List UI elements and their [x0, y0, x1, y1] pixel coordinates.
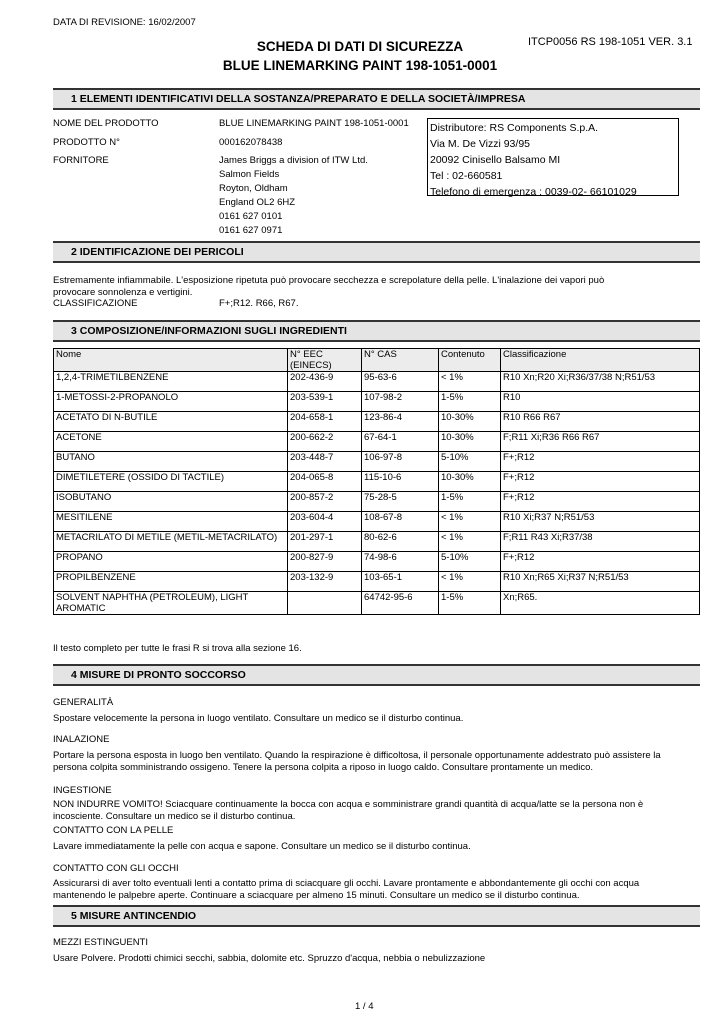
table-cell: 203-448-7 [288, 452, 362, 472]
table-cell: 200-857-2 [288, 492, 362, 512]
table-cell: 202-436-9 [288, 372, 362, 392]
table-cell: F+;R12 [501, 492, 700, 512]
phone-line: 0161 627 0101 [219, 211, 283, 222]
distributor-line: 20092 Cinisello Balsamo MI [430, 154, 561, 166]
supplier-name: James Briggs a division of ITW Ltd. [219, 155, 368, 166]
distributor-box [427, 118, 679, 196]
table-cell: PROPILBENZENE [54, 572, 288, 592]
table-cell: 106-97-8 [362, 452, 439, 472]
table-cell: 10-30% [439, 412, 501, 432]
section-1-heading: 1 ELEMENTI IDENTIFICATIVI DELLA SOSTANZA/PREPARATO E DELLA SOCIETÀ/IMPRESA [53, 88, 700, 110]
table-cell: ACETATO DI N-BUTILE [54, 412, 288, 432]
table-cell: Xn;R65. [501, 592, 700, 615]
table-row [54, 452, 700, 472]
table-cell [288, 592, 362, 615]
field-label: FORNITORE [53, 155, 109, 166]
table-cell: DIMETILETERE (OSSIDO DI TACTILE) [54, 472, 288, 492]
table-cell: 203-539-1 [288, 392, 362, 412]
table-cell: Nome [54, 349, 288, 372]
distributor-line: Telefono di emergenza : 0039-02- 66101029 [430, 186, 637, 198]
table-cell: 5-10% [439, 452, 501, 472]
table-row [54, 512, 700, 532]
phone-line: 0161 627 0971 [219, 225, 283, 236]
address-line: England OL2 6HZ [219, 197, 296, 208]
table-cell: ACETONE [54, 432, 288, 452]
table-cell: 10-30% [439, 432, 501, 452]
table-cell: 201-297-1 [288, 532, 362, 552]
table-cell: 204-065-8 [288, 472, 362, 492]
table-row [54, 592, 700, 615]
table-cell: R10 R66 R67 [501, 412, 700, 432]
first-aid-skin-title: CONTATTO CON LA PELLE [53, 825, 174, 836]
table-cell: Contenuto [439, 349, 501, 372]
table-cell: 123-86-4 [362, 412, 439, 432]
section-5-heading: 5 MISURE ANTINCENDIO [53, 905, 700, 927]
table-cell: 1-5% [439, 392, 501, 412]
table-cell: MESITILENE [54, 512, 288, 532]
table-cell: R10 Xn;R20 Xi;R36/37/38 N;R51/53 [501, 372, 700, 392]
table-row [54, 532, 700, 552]
table-header-row [54, 349, 700, 372]
distributor-line: Distributore: RS Components S.p.A. [430, 122, 599, 134]
table-row [54, 552, 700, 572]
table-cell: ISOBUTANO [54, 492, 288, 512]
first-aid-general-title: GENERALITÀ [53, 697, 114, 708]
section-3-heading: 3 COMPOSIZIONE/INFORMAZIONI SUGLI INGREDIENTI [53, 320, 700, 342]
field-value: 000162078438 [219, 137, 283, 148]
table-cell: < 1% [439, 532, 501, 552]
first-aid-general-text: Spostare velocemente la persona in luogo ventilato. Consultare un medico se il disturbo continua. [53, 713, 464, 724]
table-cell: 204-658-1 [288, 412, 362, 432]
address-line: Royton, Oldham [219, 183, 288, 194]
table-cell: 5-10% [439, 552, 501, 572]
hazard-text [53, 275, 673, 299]
table-cell: 10-30% [439, 472, 501, 492]
section-4-heading: 4 MISURE DI PRONTO SOCCORSO [53, 664, 700, 686]
section-2-heading: 2 IDENTIFICAZIONE DEI PERICOLI [53, 241, 700, 263]
table-cell: N° CAS [362, 349, 439, 372]
table-cell: 74-98-6 [362, 552, 439, 572]
table-cell: < 1% [439, 572, 501, 592]
extinguishing-title: MEZZI ESTINGUENTI [53, 937, 148, 948]
table-cell: F+;R12 [501, 552, 700, 572]
revision-date: DATA DI REVISIONE: 16/02/2007 [53, 17, 196, 28]
distributor-line: Tel : 02-660581 [430, 170, 503, 182]
first-aid-eyes-title: CONTATTO CON GLI OCCHI [53, 863, 179, 874]
table-cell: BUTANO [54, 452, 288, 472]
table-cell: F;R11 Xi;R36 R66 R67 [501, 432, 700, 452]
table-cell: 1-5% [439, 492, 501, 512]
first-aid-inhalation-text: Portare la persona esposta in luogo ben ventilato. Quando la respirazione è difficoltosa, il personale opportunamente addestrato può assistere la persona colpita somministrando ossigeno. Tenere la persona colpita a riposo in luogo caldo. Consultare prontamente un medico. [53, 750, 661, 773]
table-cell: 203-604-4 [288, 512, 362, 532]
table-cell: R10 Xn;R65 Xi;R37 N;R51/53 [501, 572, 700, 592]
hazard-line: Estremamente infiammabile. L'esposizione ripetuta può provocare secchezza e screpolature della pelle. L'inalazione dei vapori può [53, 275, 605, 286]
table-cell: 200-662-2 [288, 432, 362, 452]
table-cell: R10 Xi;R37 N;R51/53 [501, 512, 700, 532]
table-cell: SOLVENT NAPHTHA (PETROLEUM), LIGHT AROMATIC [54, 592, 288, 615]
table-cell: F+;R12 [501, 472, 700, 492]
field-label: NOME DEL PRODOTTO [53, 118, 159, 129]
table-cell: 103-65-1 [362, 572, 439, 592]
ingredients-table [53, 348, 700, 615]
table-cell: F;R11 R43 Xi;R37/38 [501, 532, 700, 552]
table-cell: 108-67-8 [362, 512, 439, 532]
table-row [54, 372, 700, 392]
table-cell: 64742-95-6 [362, 592, 439, 615]
document-title: SCHEDA DI DATI DI SICUREZZA [256, 39, 464, 54]
table-cell: N° EEC (EINECS) [288, 349, 362, 372]
first-aid-skin-text: Lavare immediatamente la pelle con acqua e sapone. Consultare un medico se il disturbo continua. [53, 841, 471, 852]
r-phrases-note: Il testo completo per tutte le frasi R si trova alla sezione 16. [53, 643, 302, 654]
table-cell: 115-10-6 [362, 472, 439, 492]
table-cell: 1,2,4-TRIMETILBENZENE [54, 372, 288, 392]
distributor-line: Via M. De Vizzi 93/95 [430, 138, 530, 150]
hazard-line: provocare sonnolenza e vertigini. [53, 287, 193, 298]
table-cell: < 1% [439, 512, 501, 532]
table-cell: 95-63-6 [362, 372, 439, 392]
table-cell: < 1% [439, 372, 501, 392]
table-row [54, 412, 700, 432]
table-cell: PROPANO [54, 552, 288, 572]
table-cell: R10 [501, 392, 700, 412]
supplier-address [219, 154, 368, 238]
first-aid-ingestion-text: NON INDURRE VOMITO! Sciacquare continuamente la bocca con acqua e somministrare grandi quantità di acqua/latte se la persona non è incosciente. Consultare un medico se il disturbo continua. [53, 799, 644, 822]
classification-value: F+;R12. R66, R67. [219, 298, 299, 309]
extinguishing-text: Usare Polvere. Prodotti chimici secchi, sabbia, dolomite etc. Spruzzo d'acqua, nebbia o nebulizzazione [53, 953, 486, 964]
table-cell: 1-5% [439, 592, 501, 615]
table-cell: 1-METOSSI-2-PROPANOLO [54, 392, 288, 412]
first-aid-ingestion-title: INGESTIONE [53, 785, 112, 796]
first-aid-eyes-text: Assicurarsi di aver tolto eventuali lenti a contatto prima di sciacquare gli occhi. Lavare prontamente e abbondantemente gli occhi con acqua mantenendo le palpebre aperte. Continuare a sciacquare per almeno 15 minuti. Consultare un medico se il disturbo continua. [53, 878, 640, 901]
field-value: BLUE LINEMARKING PAINT 198-1051-0001 [219, 118, 409, 129]
table-cell: Classificazione [501, 349, 700, 372]
table-row [54, 492, 700, 512]
table-cell: 75-28-5 [362, 492, 439, 512]
page-number: 1 / 4 [355, 1001, 374, 1012]
table-cell: 107-98-2 [362, 392, 439, 412]
table-row [54, 432, 700, 452]
table-cell: 67-64-1 [362, 432, 439, 452]
document-code: ITCP0056 RS 198-1051 VER. 3.1 [528, 36, 693, 48]
table-cell: 80-62-6 [362, 532, 439, 552]
table-cell: F+;R12 [501, 452, 700, 472]
table-row [54, 572, 700, 592]
address-line: Salmon Fields [219, 169, 280, 180]
table-row [54, 392, 700, 412]
table-cell: 200-827-9 [288, 552, 362, 572]
table-cell: 203-132-9 [288, 572, 362, 592]
table-cell: METACRILATO DI METILE (METIL-METACRILATO) [54, 532, 288, 552]
product-title: BLUE LINEMARKING PAINT 198-1051-0001 [222, 58, 498, 73]
table-row [54, 472, 700, 492]
classification-label: CLASSIFICAZIONE [53, 298, 138, 309]
field-label: PRODOTTO N° [53, 137, 120, 148]
first-aid-inhalation-title: INALAZIONE [53, 734, 110, 745]
